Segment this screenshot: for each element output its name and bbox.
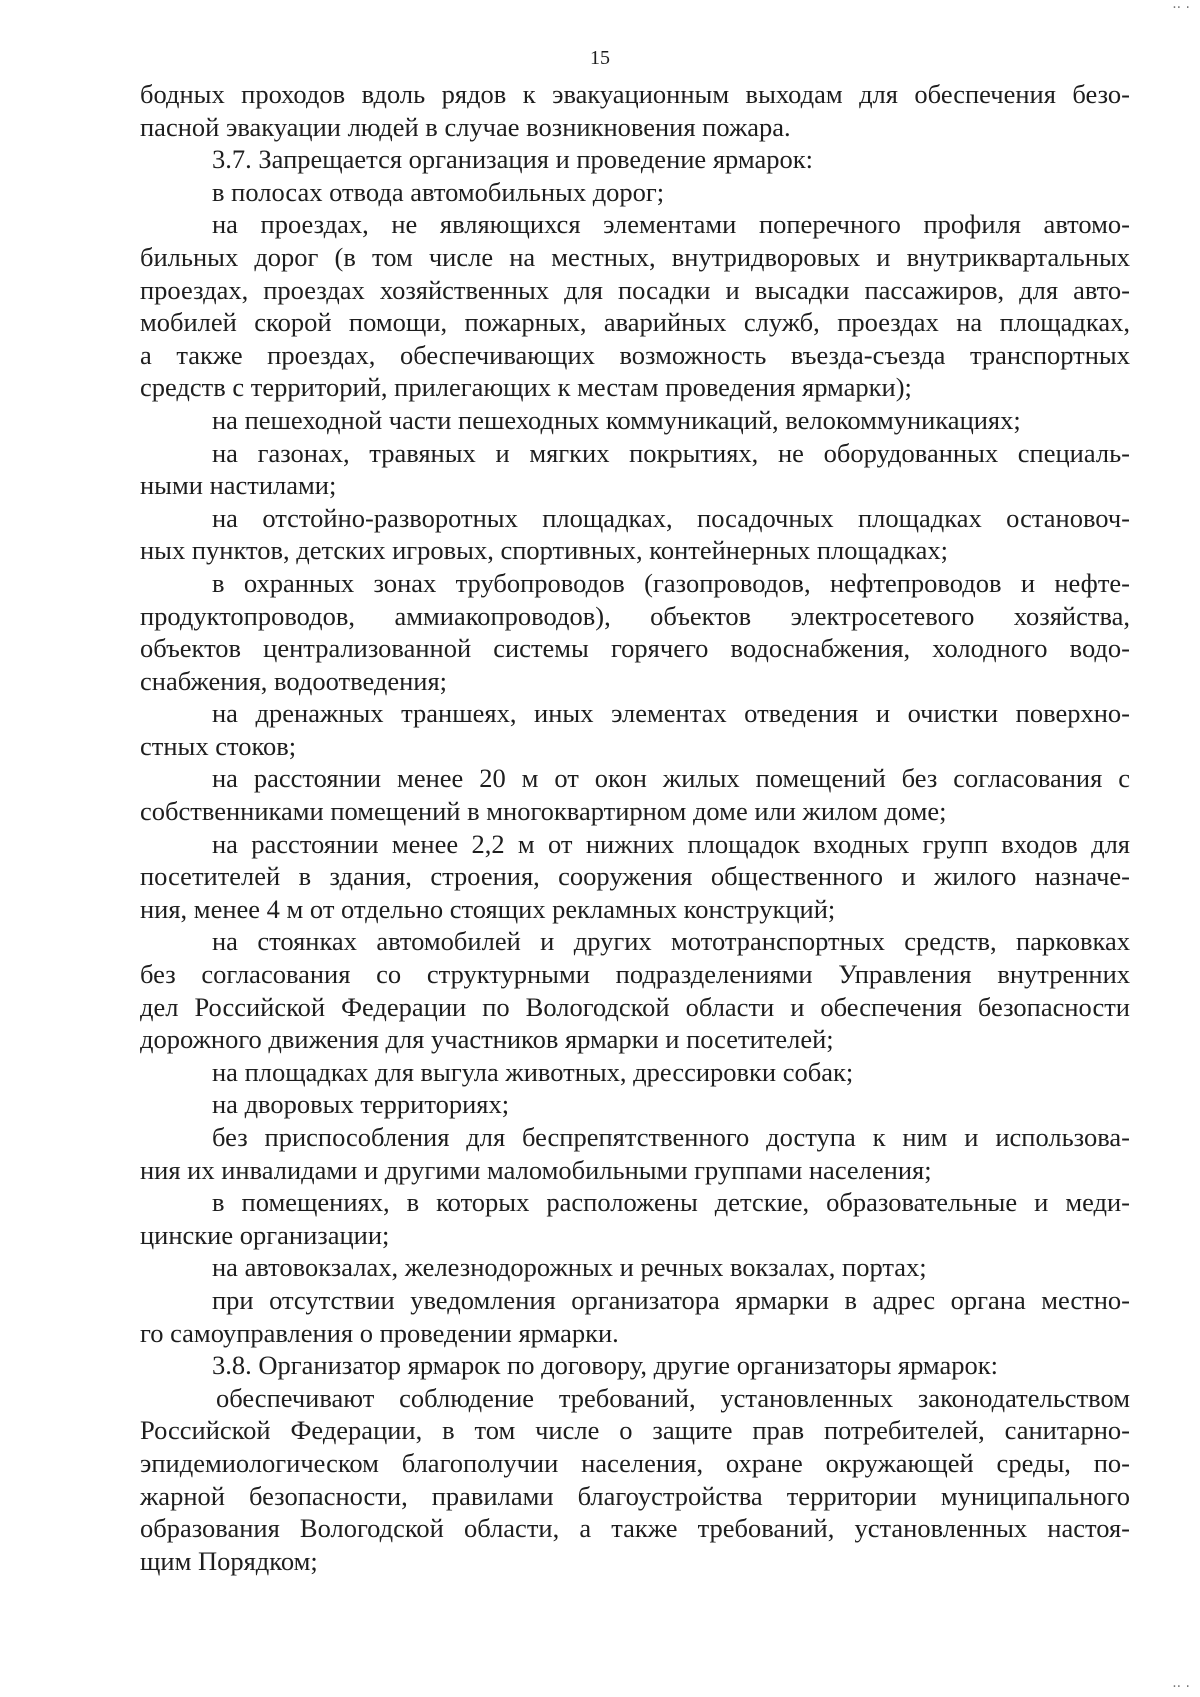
text-line: средств с территорий, прилегающих к местам проведения ярмарки); (140, 372, 912, 403)
text-line: а также проездах, обеспечивающих возможность въезда-съезда транспортных (140, 339, 1130, 370)
text-line: проездах, проездах хозяйственных для посадки и высадки пассажиров, для авто- (140, 274, 1130, 305)
text-line: бодных проходов вдоль рядов к эвакуационным выходам для обеспечения безо- (140, 79, 1130, 109)
text-line: образования Вологодской области, а также требований, установленных настоя- (140, 1513, 1130, 1544)
text-line: объектов централизованной системы горячего водоснабжения, холодного водо- (140, 633, 1130, 664)
text-line: на автовокзалах, железнодорожных и речных вокзалах, портах; (212, 1252, 927, 1283)
text-line: цинские организации; (140, 1219, 390, 1250)
text-line: на газонах, травяных и мягких покрытиях, не оборудованных специаль- (212, 437, 1130, 468)
text-line: продуктопроводов, аммиакопроводов), объектов электросетевого хозяйства, (140, 600, 1130, 631)
scan-artifact: ·· · (1172, 1679, 1190, 1695)
text-line: стных стоков; (140, 730, 297, 761)
text-line: го самоуправления о проведении ярмарки. (140, 1317, 619, 1348)
scan-artifact: ·· · (1172, 0, 1190, 16)
text-line: дорожного движения для участников ярмарки и посетителей; (140, 1024, 834, 1055)
text-line: в охранных зонах трубопроводов (газопроводов, нефтепроводов и нефте- (212, 567, 1130, 598)
text-line: бильных дорог (в том числе на местных, внутридворовых и внутриквартальных (140, 241, 1130, 272)
section-heading-3-7: 3.7. Запрещается организация и проведение ярмарок: (212, 144, 813, 175)
text-line: обеспечивают соблюдение требований, установленных законодательством (216, 1382, 1130, 1413)
text-line: при отсутствии уведомления организатора ярмарки в адрес органа местно- (212, 1284, 1130, 1315)
section-heading-3-8: 3.8. Организатор ярмарок по договору, другие организаторы ярмарок: (212, 1350, 999, 1381)
text-line: дел Российской Федерации по Вологодской области и обеспечения безопасности (140, 991, 1130, 1022)
text-line: на отстойно-разворотных площадках, посадочных площадках остановоч- (212, 502, 1130, 533)
text-line: без согласования со структурными подразделениями Управления внутренних (140, 959, 1130, 990)
text-line: на проездах, не являющихся элементами поперечного профиля автомо- (212, 209, 1130, 240)
text-line: на расстоянии менее 2,2 м от нижних площадок входных групп входов для (212, 828, 1130, 859)
text-line: Российской Федерации, в том числе о защите прав потребителей, санитарно- (140, 1415, 1130, 1446)
text-line: ния их инвалидами и другими маломобильными группами населения; (140, 1154, 932, 1185)
text-line: снабжения, водоотведения; (140, 665, 448, 696)
text-line: щим Порядком; (140, 1545, 318, 1576)
text-line: на расстоянии менее 20 м от окон жилых помещений без согласования с (212, 763, 1130, 794)
document-body (140, 78, 1130, 1577)
text-line: пасной эвакуации людей в случае возникновения пожара. (140, 111, 791, 142)
text-line: эпидемиологическом благополучии населения, охране окружающей среды, по- (140, 1447, 1130, 1478)
text-line: ных пунктов, детских игровых, спортивных, контейнерных площадках; (140, 535, 949, 566)
text-line: в полосах отвода автомобильных дорог; (212, 176, 665, 207)
text-line: собственниками помещений в многоквартирном доме или жилом доме; (140, 796, 947, 827)
text-line: ными настилами; (140, 470, 337, 501)
text-line: на стоянках автомобилей и других мототранспортных средств, парковках (212, 926, 1130, 957)
text-line: мобилей скорой помощи, пожарных, аварийных служб, проездах на площадках, (140, 307, 1130, 338)
text-line: на дворовых территориях; (212, 1089, 510, 1120)
page-number: 15 (590, 47, 610, 69)
text-line: в помещениях, в которых расположены детские, образовательные и меди- (212, 1187, 1130, 1218)
text-line: без приспособления для беспрепятственного доступа к ним и использова- (212, 1122, 1130, 1152)
text-line: посетителей в здания, строения, сооружения общественного и жилого назначе- (140, 861, 1130, 892)
text-line: на площадках для выгула животных, дрессировки собак; (212, 1056, 854, 1087)
text-line: на дренажных траншеях, иных элементах отведения и очистки поверхно- (212, 698, 1130, 729)
text-line: на пешеходной части пешеходных коммуникаций, велокоммуникациях; (212, 404, 1021, 435)
text-line: жарной безопасности, правилами благоустройства территории муниципального (140, 1480, 1130, 1511)
text-line: ния, менее 4 м от отдельно стоящих рекламных конструкций; (140, 893, 836, 924)
